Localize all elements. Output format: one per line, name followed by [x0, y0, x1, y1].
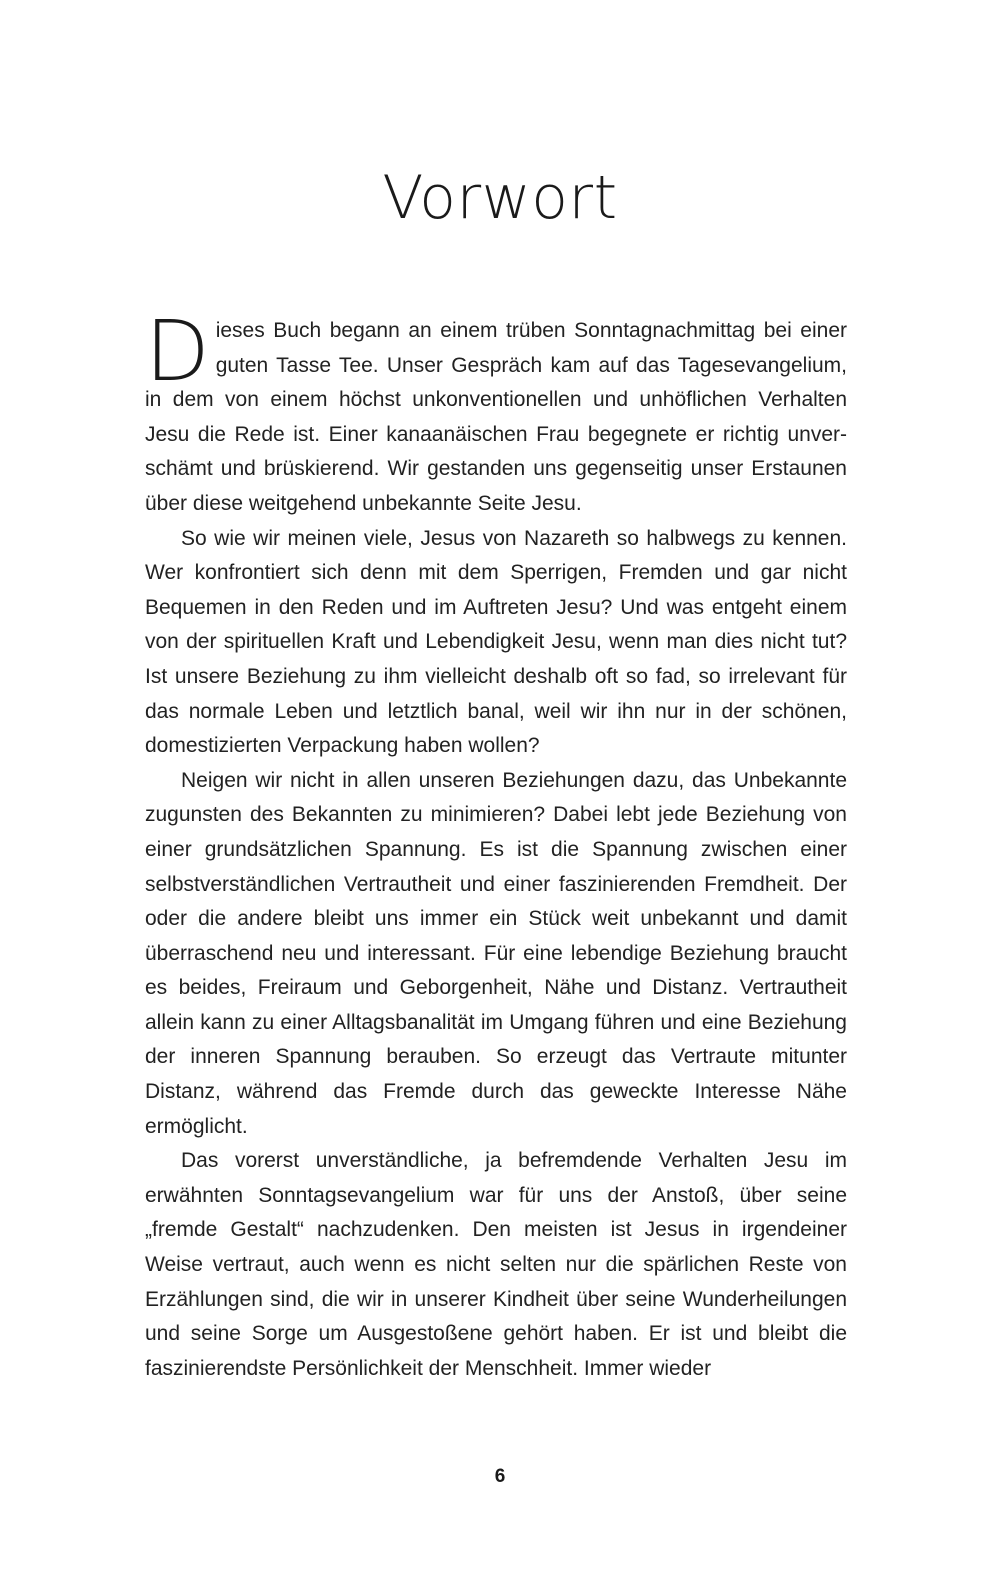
paragraph-1-text: ieses Buch begann an einem trüben Sonntagnachmittag bei einer guten Tasse Tee. Unser Gespräch kam auf das Tagesevangelium, in dem von einem höchst unkonventionellen und unhöflichen Verhalten Jesu die Rede ist. Einer kanaanäischen Frau begegnete er richtig unverschämt und brüskierend. Wir gestanden uns gegenseitig unser Erstaunen über diese weitgehend unbekannte Seite Jesu. — [145, 319, 847, 515]
body-text — [145, 302, 847, 1386]
paragraph-2: So wie wir meinen viele, Jesus von Nazareth so halbwegs zu kennen. Wer konfrontiert sich denn mit dem Sperrigen, Fremden und gar nicht Bequemen in den Reden und im Auftreten Jesu? Und was entgeht einem von der spirituellen Kraft und Lebendigkeit Jesu, wenn man dies nicht tut? Ist unsere Beziehung zu ihm vielleicht deshalb oft so fad, so irrelevant für das normale Leben und letztlich banal, weil wir ihn nur in der schönen, domestizierten Verpackung haben wollen? — [145, 526, 847, 758]
paragraph-1 — [145, 302, 847, 522]
paragraph-4: Das vorerst unverständliche, ja befremdende Verhalten Jesu im erwähnten Sonntagsevangelium war für uns der Anstoß, über seine „fremde Gestalt“ nachzudenken. Den meisten ist Jesus in irgendeiner Weise vertraut, auch wenn es nicht selten nur die spärlichen Reste von Erzählungen sind, die wir in unserer Kindheit über seine Wunderheilungen und seine Sorge um Ausgestoßene gehört haben. Er ist und bleibt die faszinierendste Persönlichkeit der Menschheit. Immer wieder — [145, 1149, 847, 1380]
paragraph-3: Neigen wir nicht in allen unseren Beziehungen dazu, das Unbekannte zugunsten des Bekannten zu minimieren? Dabei lebt jede Beziehung von einer grundsätzlichen Spannung. Es ist die Spannung zwischen einer selbstverständlichen Vertrautheit und einer faszinierenden Fremdheit. Der oder die andere bleibt uns immer ein Stück weit unbekannt und damit überraschend neu und interessant. Für eine lebendige Beziehung braucht es beides, Freiraum und Geborgenheit, Nähe und Distanz. Vertrautheit allein kann zu einer Alltagsbanalität im Umgang führen und eine Beziehung der inneren Spannung berauben. So erzeugt das Vertraute mitunter Distanz, während das Fremde durch das geweckte Interesse Nähe ermöglicht. — [145, 768, 847, 1138]
drop-cap: D — [145, 302, 210, 400]
page-number: 6 — [494, 1466, 506, 1487]
chapter-title: Vorwort — [382, 163, 618, 233]
